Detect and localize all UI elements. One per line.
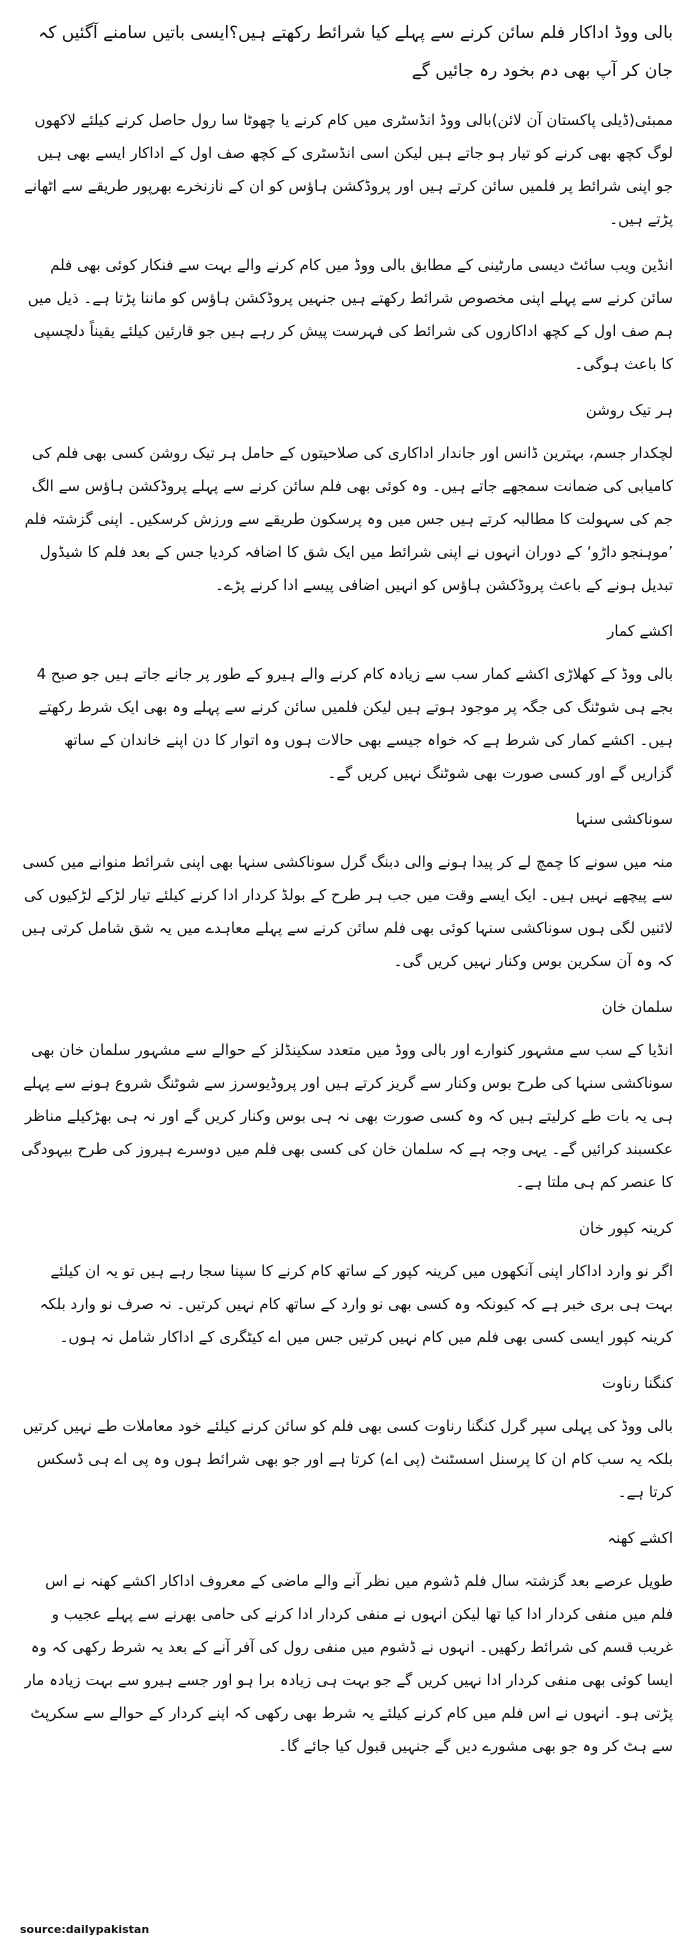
section-heading: کرینہ کپور خان: [579, 1219, 673, 1237]
article-title: بالی ووڈ اداکار فلم سائن کرنے سے پہلے کیا شرائط رکھتے ہیں؟ایسی باتیں سامنے آگئیں کہ جان کر آپ بھی دم بخود رہ جائیں گے: [38, 23, 673, 81]
section-paragraph: لچکدار جسم، بہترین ڈانس اور جاندار اداکاری کی صلاحیتوں کے حامل ہر تیک روشن کسی بھی فلم کی کامیابی کی ضمانت سمجھے جاتے ہیں۔ وہ کوئی بھی فلم سائن کرنے سے پہلے پروڈکشن ہاؤس سے الگ جم کی سہولت کا مطالبہ کرتے ہیں جس میں وہ پرسکون طریقے سے ورزش کرسکیں۔ اپنی گزشتہ فلم ’موہنجو داڑو‘ کے دوران انہوں نے اپنی شرائط میں ایک شق کا اضافہ کردیا جس کے بعد فلم کا شیڈول تبدیل ہونے کے باعث پروڈکشن ہاؤس کو انہیں اضافی پیسے ادا کرنے پڑے۔: [24, 444, 673, 594]
section-heading: اکشے کھنہ: [607, 1529, 673, 1547]
section-heading: سلمان خان: [601, 998, 673, 1016]
intro-paragraph: ممبئی(ڈیلی پاکستان آن لائن)بالی ووڈ انڈسٹری میں کام کرنے یا چھوٹا سا رول حاصل کرنے کیلئے لاکھوں لوگ کچھ بھی کرنے کو تیار ہو جاتے ہیں لیکن اسی انڈسٹری کے کچھ صف اول کے اداکار ایسے بھی ہیں جو اپنی شرائط پر فلمیں سائن کرتے ہیں اور پروڈکشن ہاؤس کو ان کے نازنخرے بھرپور طریقے سے اٹھانے پڑتے ہیں۔: [24, 111, 673, 228]
section-heading: اکشے کمار: [607, 622, 673, 640]
section-paragraph: طویل عرصے بعد گزشتہ سال فلم ڈشوم میں نظر آنے والے ماضی کے معروف اداکار اکشے کھنہ نے اس فلم میں منفی کردار ادا کیا تھا لیکن انہوں نے منفی کردار ادا کرنے کی حامی بھرنے سے پہلے عجیب و غریب قسم کی شرائط رکھیں۔ انہوں نے ڈشوم میں منفی رول کی آفر آنے کے بعد یہ شرط رکھی کہ وہ ایسا کوئی بھی منفی کردار ادا نہیں کریں گے جو بہت ہی زیادہ برا ہو اور جسے ہیرو سے بہت زیادہ مار پڑتی ہو۔ انہوں نے اس فلم میں کام کرنے کیلئے یہ شرط بھی رکھی کہ اپنے کردار کے حوالے سے سکرپٹ سے ہٹ کر وہ جو بھی مشورے دیں گے جنہیں قبول کیا جائے گا۔: [24, 1572, 673, 1755]
section-akshaye-khanna: [20, 1525, 673, 1763]
source-credit: source:dailypakistan: [20, 1923, 150, 1936]
section-salman-khan: [20, 994, 673, 1199]
section-paragraph: منہ میں سونے کا چمچ لے کر پیدا ہونے والی دبنگ گرل سوناکشی سنہا بھی اپنی شرائط منوانے میں کسی سے پیچھے نہیں ہیں۔ ایک ایسے وقت میں جب ہر طرح کے بولڈ کردار ادا کرنے کیلئے تیار لڑکے لڑکیوں کی لائنیں لگی ہوں سوناکشی سنہا کوئی بھی فلم سائن کرنے سے پہلے معاہدے میں یہ شق شامل کرتی ہیں کہ وہ آن سکرین بوس وکنار نہیں کریں گی۔: [21, 853, 673, 970]
section-heading: ہر تیک روشن: [585, 401, 673, 419]
section-akshay-kumar: [20, 618, 673, 790]
section-hrithik-roshan: [20, 397, 673, 602]
section-paragraph: اگر نو وارد اداکار اپنی آنکھوں میں کرینہ کپور کے ساتھ کام کرنے کا سپنا سجا رہے ہیں تو یہ ان کیلئے بہت ہی بری خبر ہے کہ کیونکہ وہ کسی بھی نو وارد کے ساتھ کام نہیں کرتیں۔ نہ صرف نو وارد بلکہ کرینہ کپور ایسی کسی بھی فلم میں کام نہیں کرتیں جس میں اے کیٹگری کے اداکار شامل نہ ہوں۔: [39, 1262, 673, 1346]
section-heading: سوناکشی سنہا: [575, 810, 673, 828]
intro-paragraph: انڈین ویب سائٹ دیسی مارٹینی کے مطابق بالی ووڈ میں کام کرنے والے بہت سے فنکار کوئی بھی فلم سائن کرنے سے پہلے اپنی مخصوص شرائط رکھتے ہیں جنہیں پروڈکشن ہاؤس کو ماننا پڑتا ہے۔ ذیل میں ہم صف اول کے کچھ اداکاروں کی شرائط کی فہرست پیش کر رہے ہیں جو قارئین کیلئے یقیناً دلچسپی کا باعث ہوگی۔: [27, 256, 673, 373]
section-paragraph: انڈیا کے سب سے مشہور کنوارے اور بالی ووڈ میں متعدد سکینڈلز کے حوالے سے مشہور سلمان خان بھی سوناکشی سنہا کی طرح بوس وکنار سے گریز کرتے ہیں اور پروڈیوسرز سے شوٹنگ شروع ہونے سے پہلے ہی یہ بات طے کرلیتے ہیں کہ وہ کسی صورت بھی نہ ہی بوس وکنار کریں گے اور نہ ہی بھڑکیلے مناظر عکسبند کرائیں گے۔ یہی وجہ ہے کہ سلمان خان کی کسی بھی فلم میں دوسرے ہیروز کی طرح بیہودگی کا عنصر کم ہی ملتا ہے۔: [21, 1041, 673, 1191]
section-paragraph: بالی ووڈ کے کھلاڑی اکشے کمار سب سے زیادہ کام کرنے والے ہیرو کے طور پر جانے جاتے ہیں جو صبح 4 بجے ہی شوٹنگ کی جگہ پر موجود ہوتے ہیں لیکن فلمیں سائن کرنے سے پہلے وہ بھی ایک شرط رکھتے ہیں۔ اکشے کمار کی شرط ہے کہ خواہ جیسے بھی حالات ہوں وہ اتوار کا دن اپنے خاندان کے ساتھ گزاریں گے اور کسی صورت بھی شوٹنگ نہیں کریں گے۔: [36, 665, 673, 782]
section-heading: کنگنا رناوت: [601, 1374, 673, 1392]
section-sonakshi-sinha: [20, 806, 673, 978]
section-paragraph: بالی ووڈ کی پہلی سپر گرل کنگنا رناوت کسی بھی فلم کو سائن کرنے کیلئے خود معاملات طے نہیں کرتیں بلکہ یہ سب کام ان کا پرسنل اسسٹنٹ (پی اے) کرتا ہے اور جو بھی شرائط ہوں وہ پی اے ہی ڈسکس کرتا ہے۔: [22, 1417, 673, 1501]
section-kangana-ranaut: [20, 1370, 673, 1509]
section-kareena-kapoor-khan: [20, 1215, 673, 1354]
